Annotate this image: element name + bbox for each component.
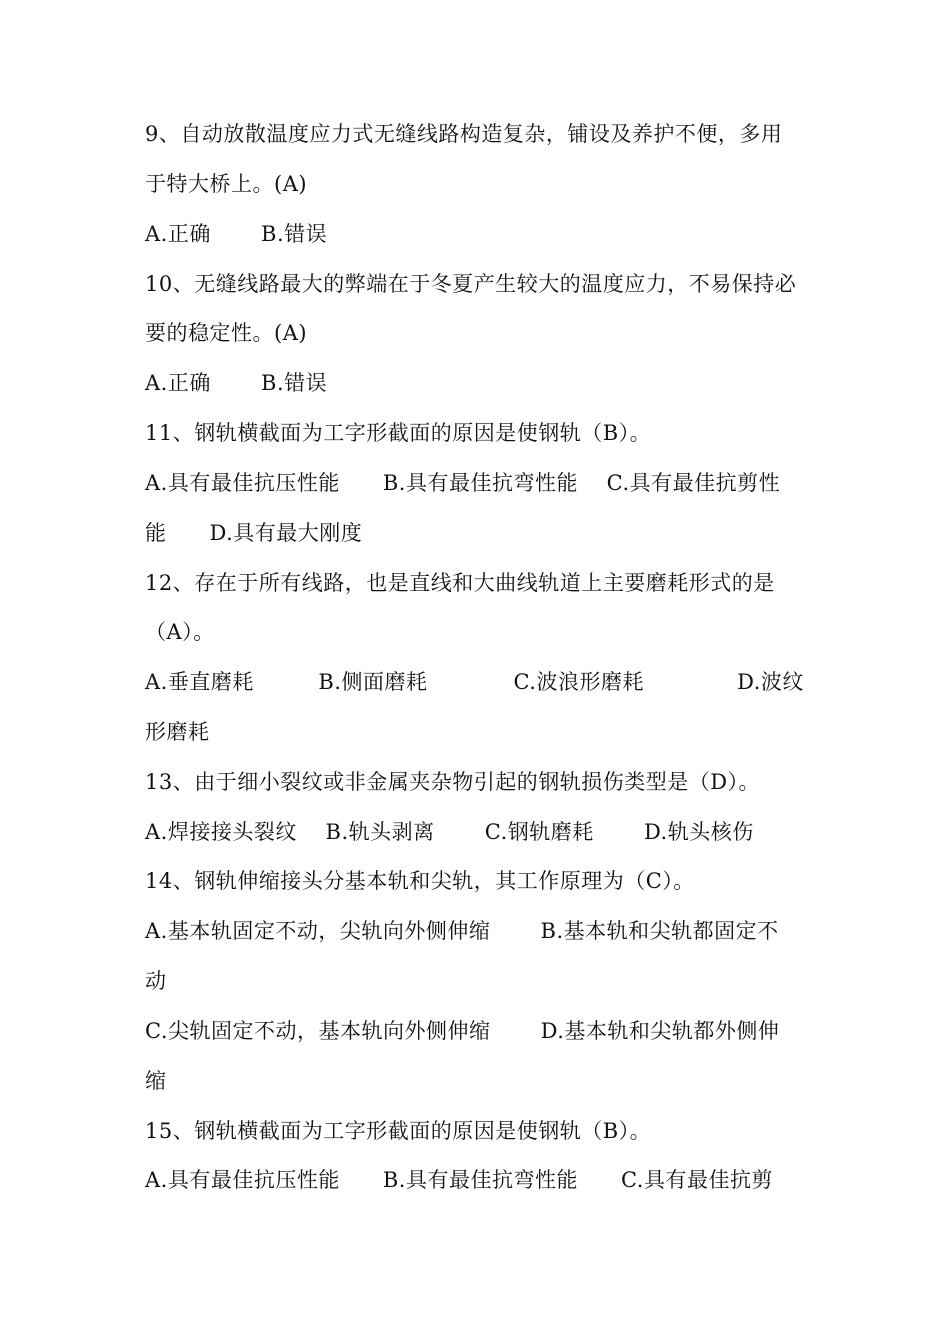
question-10-options: A.正确 B.错误 <box>145 371 328 395</box>
question-11-options-line-1: A.具有最佳抗压性能 B.具有最佳抗弯性能 C.具有最佳抗剪性 <box>145 471 781 495</box>
question-13-options: A.焊接接头裂纹 B.轨头剥离 C.钢轨磨耗 D.轨头核伤 <box>145 820 754 844</box>
question-15-options-line-1: A.具有最佳抗压性能 B.具有最佳抗弯性能 C.具有最佳抗剪 <box>145 1168 773 1192</box>
question-12-options-line-1: A.垂直磨耗 B.侧面磨耗 C.波浪形磨耗 D.波纹 <box>145 670 804 694</box>
question-10-line-2: 要的稳定性。(A) <box>145 321 308 345</box>
question-14-options-line-1: A.基本轨固定不动，尖轨向外侧伸缩 B.基本轨和尖轨都固定不 <box>145 919 779 943</box>
question-14-options-line-2: 动 <box>145 969 167 993</box>
question-15-line-1: 15、钢轨横截面为工字形截面的原因是使钢轨（B）。 <box>145 1119 652 1143</box>
question-13-line-1: 13、由于细小裂纹或非金属夹杂物引起的钢轨损伤类型是（D）。 <box>145 770 761 794</box>
question-9-options: A.正确 B.错误 <box>145 222 328 246</box>
question-11-line-1: 11、钢轨横截面为工字形截面的原因是使钢轨（B）。 <box>145 421 652 445</box>
question-14-options-line-3: C.尖轨固定不动，基本轨向外侧伸缩 D.基本轨和尖轨都外侧伸 <box>145 1019 780 1043</box>
question-12-line-1: 12、存在于所有线路，也是直线和大曲线轨道上主要磨耗形式的是 <box>145 571 775 595</box>
question-12-options-line-2: 形磨耗 <box>145 720 210 744</box>
question-10-line-1: 10、无缝线路最大的弊端在于冬夏产生较大的温度应力，不易保持必 <box>145 272 797 296</box>
question-14-options-line-4: 缩 <box>145 1069 167 1093</box>
question-9-line-1: 9、自动放散温度应力式无缝线路构造复杂，铺设及养护不便，多用 <box>145 122 783 146</box>
question-9-line-2: 于特大桥上。(A) <box>145 172 308 196</box>
question-14-line-1: 14、钢轨伸缩接头分基本轨和尖轨，其工作原理为（C）。 <box>145 869 695 893</box>
question-12-line-2: （A）。 <box>145 620 215 644</box>
question-11-options-line-2: 能 D.具有最大刚度 <box>145 521 363 545</box>
